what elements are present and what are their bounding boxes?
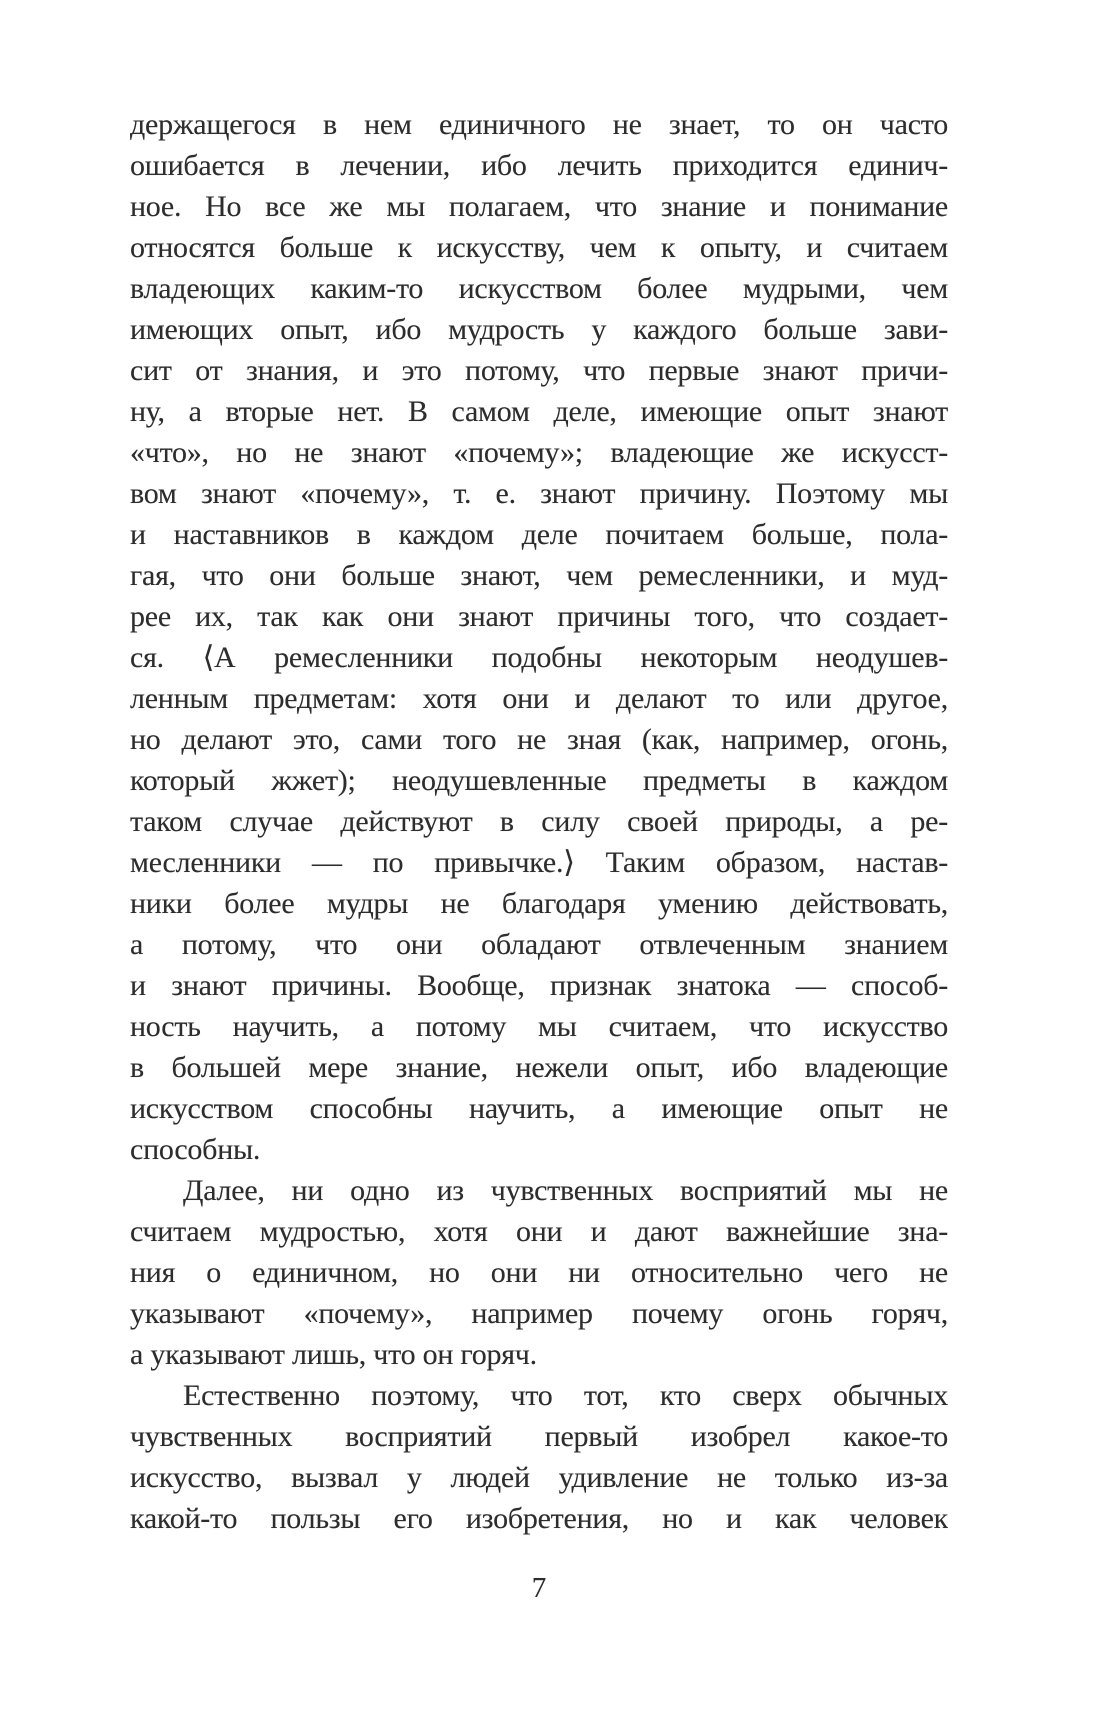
text-line: ся. ⟨А ремесленники подобны некоторым неодушев- (130, 641, 948, 674)
text-line: ния о единичном, но они ни относительно чего не (130, 1256, 948, 1289)
text-line: но делают это, сами того не зная (как, например, огонь, (130, 723, 948, 756)
text-line: вом знают «почему», т. е. знают причину. Поэтому мы (130, 477, 948, 510)
text-line: владеющих каким-то искусством более мудрыми, чем (130, 272, 948, 305)
text-line: чувственных восприятий первый изобрел какое-то (130, 1420, 948, 1453)
text-line: искусство, вызвал у людей удивление не только из-за (130, 1461, 948, 1494)
text-line: а потому, что они обладают отвлеченным знанием (130, 928, 948, 961)
text-line: «что», но не знают «почему»; владеющие же искусст- (130, 436, 948, 469)
text-line: месленники — по привычке.⟩ Таким образом, настав- (130, 846, 948, 879)
text-line: считаем мудростью, хотя они и дают важнейшие зна- (130, 1215, 948, 1248)
text-line: указывают «почему», например почему огонь горяч, (130, 1297, 948, 1330)
text-line: и знают причины. Вообще, признак знатока — способ- (130, 969, 948, 1002)
text-line: таком случае действуют в силу своей природы, а ре- (130, 805, 948, 838)
text-line: рее их, так как они знают причины того, что создает- (130, 600, 948, 633)
page-number: 7 (531, 1572, 547, 1604)
text-line: и наставников в каждом деле почитаем больше, пола- (130, 518, 948, 551)
text-line: ники более мудры не благодаря умению действовать, (130, 887, 948, 920)
text-line: сит от знания, и это потому, что первые знают причи- (130, 354, 948, 387)
text-line: имеющих опыт, ибо мудрость у каждого больше зави- (130, 313, 948, 346)
text-line: гая, что они больше знают, чем ремесленники, и муд- (130, 559, 948, 592)
text-line: ность научить, а потому мы считаем, что искусство (130, 1010, 948, 1043)
text-line: а указывают лишь, что он горяч. (130, 1338, 537, 1371)
text-line: держащегося в нем единичного не знает, то он часто (130, 108, 948, 141)
text-line: ну, а вторые нет. В самом деле, имеющие опыт знают (130, 395, 948, 428)
text-line: какой-то пользы его изобретения, но и как человек (130, 1502, 948, 1535)
text-line: ное. Но все же мы полагаем, что знание и понимание (130, 190, 948, 223)
text-line: Естественно поэтому, что тот, кто сверх обычных (183, 1379, 948, 1412)
text-line: искусством способны научить, а имеющие опыт не (130, 1092, 948, 1125)
text-line: ленным предметам: хотя они и делают то или другое, (130, 682, 948, 715)
text-line: в большей мере знание, нежели опыт, ибо владеющие (130, 1051, 948, 1084)
text-line: относятся больше к искусству, чем к опыту, и считаем (130, 231, 948, 264)
text-line: Далее, ни одно из чувственных восприятий мы не (183, 1174, 948, 1207)
text-line: способны. (130, 1133, 261, 1166)
text-line: который жжет); неодушевленные предметы в каждом (130, 764, 948, 797)
page-text (130, 104, 948, 1539)
text-line: ошибается в лечении, ибо лечить приходится единич- (130, 149, 948, 182)
